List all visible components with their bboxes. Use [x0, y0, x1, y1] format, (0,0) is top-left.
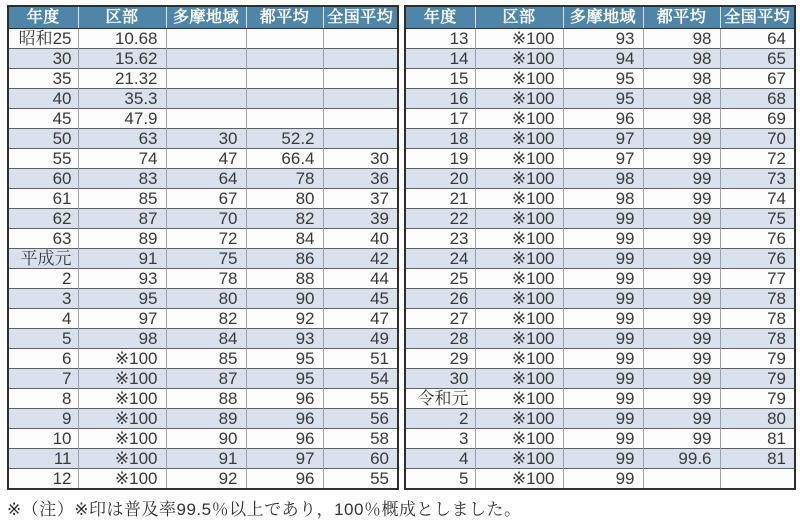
- value-cell: ※100: [78, 409, 166, 429]
- table-row: [405, 249, 795, 269]
- value-cell: 99: [563, 309, 643, 329]
- table-row: [405, 229, 795, 249]
- value-cell: 99: [563, 349, 643, 369]
- diffusion-table-left: [7, 5, 399, 490]
- value-cell: 78: [166, 269, 246, 289]
- value-cell: 96: [246, 389, 323, 409]
- value-cell: 87: [78, 209, 166, 229]
- value-cell: 42: [323, 249, 398, 269]
- value-cell: 98: [563, 169, 643, 189]
- value-cell: 47.9: [78, 109, 166, 129]
- value-cell: 80: [166, 289, 246, 309]
- value-cell: 55: [323, 389, 398, 409]
- value-cell: 89: [78, 229, 166, 249]
- value-cell: 67: [166, 189, 246, 209]
- tables-container: [7, 5, 793, 490]
- value-cell: 99: [643, 229, 720, 249]
- year-cell: 27: [405, 309, 475, 329]
- value-cell: ※100: [475, 229, 563, 249]
- year-cell: 40: [8, 89, 78, 109]
- table-row: [8, 49, 398, 69]
- year-cell: 17: [405, 109, 475, 129]
- value-cell: 88: [166, 389, 246, 409]
- value-cell: 79: [720, 349, 795, 369]
- value-cell: 98: [643, 89, 720, 109]
- value-cell: 76: [720, 249, 795, 269]
- table-row: [8, 329, 398, 349]
- year-cell: 平成元: [8, 249, 78, 269]
- value-cell: [323, 69, 398, 89]
- value-cell: 64: [720, 29, 795, 49]
- table-row: [8, 89, 398, 109]
- column-header: 全国平均: [720, 6, 795, 29]
- value-cell: [166, 109, 246, 129]
- value-cell: [166, 29, 246, 49]
- column-header: 全国平均: [323, 6, 398, 29]
- value-cell: 99: [563, 409, 643, 429]
- diffusion-table-right: [404, 5, 796, 490]
- value-cell: 99: [563, 229, 643, 249]
- year-cell: 45: [8, 109, 78, 129]
- year-cell: 55: [8, 149, 78, 169]
- value-cell: 75: [720, 209, 795, 229]
- value-cell: 98: [643, 109, 720, 129]
- header-row: [8, 6, 398, 29]
- value-cell: 85: [78, 189, 166, 209]
- value-cell: 45: [323, 289, 398, 309]
- value-cell: 92: [246, 309, 323, 329]
- year-cell: 7: [8, 369, 78, 389]
- year-cell: 61: [8, 189, 78, 209]
- value-cell: 88: [246, 269, 323, 289]
- year-cell: 29: [405, 349, 475, 369]
- year-cell: 35: [8, 69, 78, 89]
- value-cell: 21.32: [78, 69, 166, 89]
- value-cell: ※100: [475, 369, 563, 389]
- value-cell: [720, 469, 795, 490]
- table-row: [8, 369, 398, 389]
- value-cell: 74: [78, 149, 166, 169]
- value-cell: 99: [643, 429, 720, 449]
- year-cell: 63: [8, 229, 78, 249]
- value-cell: ※100: [475, 269, 563, 289]
- value-cell: ※100: [475, 189, 563, 209]
- column-header: 区部: [78, 6, 166, 29]
- column-header: 年度: [405, 6, 475, 29]
- value-cell: 77: [720, 269, 795, 289]
- year-cell: 3: [8, 289, 78, 309]
- value-cell: 95: [246, 349, 323, 369]
- value-cell: 74: [720, 189, 795, 209]
- table-row: [405, 109, 795, 129]
- value-cell: 49: [323, 329, 398, 349]
- value-cell: [643, 469, 720, 490]
- table-row: [8, 449, 398, 469]
- year-cell: 28: [405, 329, 475, 349]
- table-row: [8, 69, 398, 89]
- value-cell: 99: [643, 329, 720, 349]
- table-row: [8, 209, 398, 229]
- value-cell: 87: [166, 369, 246, 389]
- value-cell: 70: [166, 209, 246, 229]
- value-cell: 99: [643, 389, 720, 409]
- value-cell: ※100: [78, 449, 166, 469]
- value-cell: 30: [166, 129, 246, 149]
- value-cell: ※100: [475, 89, 563, 109]
- value-cell: [323, 129, 398, 149]
- value-cell: 99: [643, 129, 720, 149]
- year-cell: 6: [8, 349, 78, 369]
- value-cell: 98: [643, 49, 720, 69]
- value-cell: ※100: [475, 209, 563, 229]
- table-row: [8, 229, 398, 249]
- value-cell: ※100: [475, 49, 563, 69]
- footnote: ※（注）※印は普及率99.5％以上であり，100％概成としました。: [7, 500, 522, 519]
- value-cell: 47: [323, 309, 398, 329]
- value-cell: 99: [563, 469, 643, 490]
- table-row: [405, 369, 795, 389]
- year-cell: 22: [405, 209, 475, 229]
- year-cell: 23: [405, 229, 475, 249]
- year-cell: 30: [405, 369, 475, 389]
- value-cell: 47: [166, 149, 246, 169]
- value-cell: 99: [563, 449, 643, 469]
- year-cell: 13: [405, 29, 475, 49]
- value-cell: 91: [78, 249, 166, 269]
- value-cell: ※100: [475, 329, 563, 349]
- value-cell: 99: [563, 209, 643, 229]
- value-cell: 99: [643, 169, 720, 189]
- value-cell: 98: [78, 329, 166, 349]
- value-cell: 36: [323, 169, 398, 189]
- value-cell: ※100: [475, 349, 563, 369]
- table-row: [405, 149, 795, 169]
- column-header: 多摩地域: [563, 6, 643, 29]
- table-row: [405, 69, 795, 89]
- year-cell: 18: [405, 129, 475, 149]
- value-cell: 98: [643, 29, 720, 49]
- value-cell: 84: [166, 329, 246, 349]
- table-row: [405, 269, 795, 289]
- value-cell: 89: [166, 409, 246, 429]
- value-cell: 99: [643, 189, 720, 209]
- value-cell: ※100: [475, 29, 563, 49]
- table-row: [8, 169, 398, 189]
- table-row: [405, 189, 795, 209]
- value-cell: 97: [78, 309, 166, 329]
- table-row: [8, 389, 398, 409]
- year-cell: 50: [8, 129, 78, 149]
- value-cell: 94: [563, 49, 643, 69]
- table-row: [8, 309, 398, 329]
- year-cell: 20: [405, 169, 475, 189]
- value-cell: 78: [720, 289, 795, 309]
- column-header: 都平均: [246, 6, 323, 29]
- year-cell: 21: [405, 189, 475, 209]
- year-cell: 4: [405, 449, 475, 469]
- value-cell: 93: [563, 29, 643, 49]
- table-row: [8, 269, 398, 289]
- table-row: [405, 169, 795, 189]
- value-cell: 90: [166, 429, 246, 449]
- table-row: [8, 409, 398, 429]
- value-cell: 85: [166, 349, 246, 369]
- value-cell: 82: [246, 209, 323, 229]
- table-row: [405, 89, 795, 109]
- year-cell: 2: [405, 409, 475, 429]
- value-cell: 90: [246, 289, 323, 309]
- year-cell: 25: [405, 269, 475, 289]
- value-cell: 66.4: [246, 149, 323, 169]
- value-cell: 93: [78, 269, 166, 289]
- value-cell: 76: [720, 229, 795, 249]
- value-cell: 99: [643, 369, 720, 389]
- value-cell: 92: [166, 469, 246, 490]
- table-row: [8, 469, 398, 490]
- value-cell: 68: [720, 89, 795, 109]
- value-cell: ※100: [78, 349, 166, 369]
- year-cell: 30: [8, 49, 78, 69]
- year-cell: 3: [405, 429, 475, 449]
- table-row: [8, 189, 398, 209]
- column-header: 都平均: [643, 6, 720, 29]
- value-cell: 99: [643, 349, 720, 369]
- value-cell: 78: [720, 329, 795, 349]
- value-cell: [246, 49, 323, 69]
- value-cell: 67: [720, 69, 795, 89]
- table-row: [8, 129, 398, 149]
- value-cell: 96: [246, 429, 323, 449]
- value-cell: 80: [246, 189, 323, 209]
- value-cell: ※100: [475, 449, 563, 469]
- value-cell: 51: [323, 349, 398, 369]
- value-cell: 39: [323, 209, 398, 229]
- value-cell: 97: [246, 449, 323, 469]
- value-cell: 98: [563, 189, 643, 209]
- year-cell: 令和元: [405, 389, 475, 409]
- year-cell: 2: [8, 269, 78, 289]
- value-cell: ※100: [78, 469, 166, 490]
- table-row: [405, 129, 795, 149]
- value-cell: 99: [563, 429, 643, 449]
- value-cell: 95: [78, 289, 166, 309]
- value-cell: 95: [246, 369, 323, 389]
- value-cell: ※100: [475, 169, 563, 189]
- value-cell: 54: [323, 369, 398, 389]
- value-cell: ※100: [475, 249, 563, 269]
- value-cell: 72: [166, 229, 246, 249]
- value-cell: 58: [323, 429, 398, 449]
- table-row: [405, 429, 795, 449]
- value-cell: 60: [323, 449, 398, 469]
- value-cell: 55: [323, 469, 398, 490]
- year-cell: 8: [8, 389, 78, 409]
- year-cell: 16: [405, 89, 475, 109]
- value-cell: 37: [323, 189, 398, 209]
- value-cell: ※100: [475, 389, 563, 409]
- table-row: [405, 349, 795, 369]
- year-cell: 昭和25: [8, 29, 78, 49]
- table-row: [405, 329, 795, 349]
- value-cell: 99: [563, 369, 643, 389]
- value-cell: ※100: [475, 69, 563, 89]
- year-cell: 4: [8, 309, 78, 329]
- value-cell: [166, 49, 246, 69]
- value-cell: 63: [78, 129, 166, 149]
- header-row: [405, 6, 795, 29]
- value-cell: 99.6: [643, 449, 720, 469]
- value-cell: ※100: [475, 289, 563, 309]
- value-cell: 99: [643, 309, 720, 329]
- value-cell: 30: [323, 149, 398, 169]
- value-cell: 52.2: [246, 129, 323, 149]
- value-cell: [323, 89, 398, 109]
- value-cell: 99: [643, 289, 720, 309]
- value-cell: 10.68: [78, 29, 166, 49]
- table-row: [405, 209, 795, 229]
- value-cell: [323, 49, 398, 69]
- value-cell: [166, 69, 246, 89]
- year-cell: 60: [8, 169, 78, 189]
- table-row: [8, 289, 398, 309]
- value-cell: 78: [720, 309, 795, 329]
- value-cell: 98: [643, 69, 720, 89]
- value-cell: 99: [563, 289, 643, 309]
- table-row: [405, 309, 795, 329]
- table-row: [405, 49, 795, 69]
- value-cell: ※100: [475, 129, 563, 149]
- value-cell: 99: [643, 269, 720, 289]
- value-cell: ※100: [475, 149, 563, 169]
- column-header: 年度: [8, 6, 78, 29]
- value-cell: 72: [720, 149, 795, 169]
- value-cell: 99: [563, 329, 643, 349]
- value-cell: [323, 109, 398, 129]
- table-row: [405, 389, 795, 409]
- table-row: [8, 149, 398, 169]
- value-cell: [246, 89, 323, 109]
- year-cell: 10: [8, 429, 78, 449]
- table-row: [405, 409, 795, 429]
- value-cell: 84: [246, 229, 323, 249]
- year-cell: 14: [405, 49, 475, 69]
- value-cell: 97: [563, 129, 643, 149]
- value-cell: 99: [563, 249, 643, 269]
- value-cell: 78: [246, 169, 323, 189]
- year-cell: 11: [8, 449, 78, 469]
- value-cell: ※100: [78, 429, 166, 449]
- year-cell: 15: [405, 69, 475, 89]
- value-cell: ※100: [475, 109, 563, 129]
- table-row: [8, 429, 398, 449]
- value-cell: [323, 29, 398, 49]
- value-cell: 82: [166, 309, 246, 329]
- column-header: 多摩地域: [166, 6, 246, 29]
- year-cell: 12: [8, 469, 78, 490]
- value-cell: ※100: [475, 309, 563, 329]
- value-cell: 75: [166, 249, 246, 269]
- year-cell: 26: [405, 289, 475, 309]
- value-cell: 69: [720, 109, 795, 129]
- value-cell: 97: [563, 149, 643, 169]
- table-row: [8, 29, 398, 49]
- value-cell: 35.3: [78, 89, 166, 109]
- value-cell: ※100: [475, 409, 563, 429]
- value-cell: 81: [720, 429, 795, 449]
- value-cell: 96: [246, 469, 323, 490]
- year-cell: 19: [405, 149, 475, 169]
- value-cell: 83: [78, 169, 166, 189]
- value-cell: 99: [643, 249, 720, 269]
- value-cell: 73: [720, 169, 795, 189]
- value-cell: [246, 109, 323, 129]
- table-row: [8, 249, 398, 269]
- value-cell: 99: [643, 149, 720, 169]
- value-cell: [246, 69, 323, 89]
- table-row: [405, 449, 795, 469]
- value-cell: 81: [720, 449, 795, 469]
- value-cell: ※100: [475, 469, 563, 490]
- value-cell: 79: [720, 389, 795, 409]
- year-cell: 5: [405, 469, 475, 490]
- value-cell: ※100: [78, 369, 166, 389]
- table-row: [405, 289, 795, 309]
- value-cell: 95: [563, 89, 643, 109]
- table-row: [8, 349, 398, 369]
- value-cell: 93: [246, 329, 323, 349]
- value-cell: ※100: [78, 389, 166, 409]
- table-row: [405, 29, 795, 49]
- value-cell: [166, 89, 246, 109]
- year-cell: 62: [8, 209, 78, 229]
- value-cell: 65: [720, 49, 795, 69]
- value-cell: 44: [323, 269, 398, 289]
- value-cell: 99: [643, 409, 720, 429]
- year-cell: 9: [8, 409, 78, 429]
- value-cell: 15.62: [78, 49, 166, 69]
- year-cell: 5: [8, 329, 78, 349]
- value-cell: 96: [246, 409, 323, 429]
- year-cell: 24: [405, 249, 475, 269]
- value-cell: 64: [166, 169, 246, 189]
- value-cell: 95: [563, 69, 643, 89]
- value-cell: 91: [166, 449, 246, 469]
- value-cell: 56: [323, 409, 398, 429]
- value-cell: ※100: [475, 429, 563, 449]
- value-cell: [246, 29, 323, 49]
- column-header: 区部: [475, 6, 563, 29]
- value-cell: 99: [563, 389, 643, 409]
- table-row: [405, 469, 795, 490]
- value-cell: 96: [563, 109, 643, 129]
- value-cell: 79: [720, 369, 795, 389]
- value-cell: 99: [643, 209, 720, 229]
- value-cell: 40: [323, 229, 398, 249]
- value-cell: 80: [720, 409, 795, 429]
- value-cell: 70: [720, 129, 795, 149]
- value-cell: 86: [246, 249, 323, 269]
- table-row: [8, 109, 398, 129]
- value-cell: 99: [563, 269, 643, 289]
